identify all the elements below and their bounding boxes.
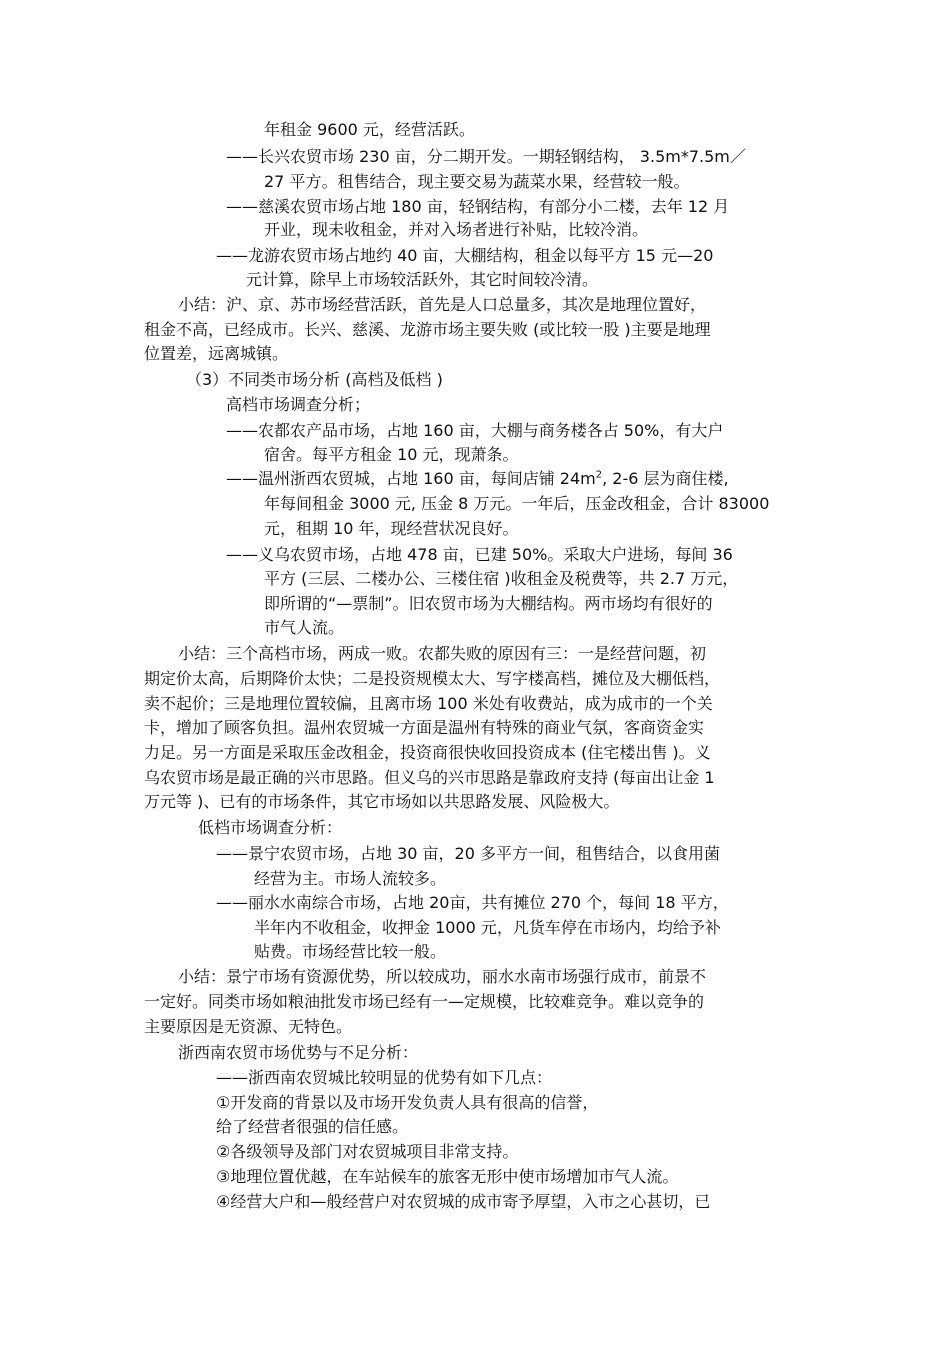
subsection-heading: 浙西南农贸市场优势与不足分析： [178,1043,419,1062]
subsection-heading: 低档市场调查分析： [198,818,343,837]
text-line: 位置差，远离城镇。 [144,344,289,363]
text-line: 万元等 )、已有的市场条件，其它市场如以共思路发展、风险极大。 [144,792,620,811]
text-line: ——义乌农贸市场，占地 478 亩，已建 50%。采取大户进场，每间 36 [226,545,733,564]
text-line: 小结：沪、京、苏市场经营活跃，首先是人口总量多，其次是地理位置好， [178,295,707,314]
superscript: 2 [595,469,603,481]
text-line: 即所谓的“—票制”。旧农贸市场为大棚结构。两市场均有很好的 [264,594,713,613]
text-segment: ——温州浙西农贸城，占地 160 亩，每间店铺 24m [226,469,596,488]
text-line: 元，租期 10 年，现经营状况良好。 [264,519,519,538]
text-line: 期定价太高，后期降价太快；二是投资规模太大、写字楼高档，摊位及大棚低档， [144,669,721,688]
text-line: 一定好。同类市场如粮油批发市场已经有一—定规模，比较难竞争。难以竞争的 [144,992,705,1011]
list-item: ①开发商的背景以及市场开发负责人具有很高的信誉， [216,1093,599,1112]
text-segment: , 2-6 层为商住楼, [602,469,729,488]
text-line: ——龙游农贸市场占地约 40 亩，大棚结构，租金以每平方 15 元—20 [216,246,714,265]
text-line: 乌农贸市场是最正确的兴市思路。但义乌的兴市思路是靠政府支持 (每亩出让金 1 [144,768,715,787]
list-item: 给了经营者很强的信任感。 [216,1117,409,1136]
subsection-heading: 高档市场调查分析； [226,395,371,414]
list-item: ④经营大户和—般经营户对农贸城的成市寄予厚望，入市之心甚切，已 [216,1192,711,1211]
text-line: ——景宁农贸市场，占地 30 亩，20 多平方一间，租售结合，以食用菌 [216,844,720,863]
text-line: 市气人流。 [264,618,345,637]
text-line: 年每间租金 3000 元, 压金 8 万元。一年后，压金改租金，合计 83000 [264,494,770,513]
text-line: 主要原因是无资源、无特色。 [144,1017,353,1036]
text-line: 开业，现未收租金，并对入场者进行补贴，比较冷消。 [264,220,649,239]
text-line: ——慈溪农贸市场占地 180 亩，轻钢结构，有部分小二楼，去年 12 月 [226,197,730,216]
text-line: 小结：三个高档市场，两成一败。农都失败的原因有三：一是经营问题，初 [178,644,707,663]
list-item: ②各级领导及部门对农贸城项目非常支持。 [216,1142,519,1161]
section-heading: （3）不同类市场分析 (高档及低档 ) [186,370,443,389]
text-line: 经营为主。市场人流较多。 [254,869,447,888]
text-line: 租金不高，已经成市。长兴、慈溪、龙游市场主要失败 (或比较一股 )主要是地理 [144,320,711,339]
text-line: 贴费。市场经营比较一般。 [254,942,447,961]
text-line: 平方 (三层、二楼办公、三楼住宿 )收租金及税费等，共 2.7 万元， [264,569,739,588]
text-line: 力足。另一方面是采取压金改租金，投资商很快收回投资成本 (住宅楼出售 )。义 [144,743,711,762]
text-line: ——长兴农贸市场 230 亩，分二期开发。一期轻钢结构， 3.5m*7.5m／ [226,147,746,166]
text-line: ——丽水水南综合市场，占地 20亩，共有摊位 270 个，每间 18 平方， [216,893,729,912]
text-line: 小结：景宁市场有资源优势，所以较成功，丽水水南市场强行成市，前景不 [178,967,707,986]
text-line: ——农都农产品市场，占地 160 亩，大棚与商务楼各占 50%，有大户 [226,421,724,440]
text-line: 半年内不收租金，收押金 1000 元，凡货车停在市场内，均给予补 [254,918,721,937]
text-line [226,469,729,489]
text-line: 宿舍。每平方租金 10 元，现萧条。 [264,445,519,464]
text-line: ——浙西南农贸城比较明显的优势有如下几点： [216,1068,553,1087]
text-line: 卖不起价；三是地理位置较偏，且离市场 100 米处有收费站，成为成市的一个关 [144,694,713,713]
text-line: 年租金 9600 元，经营活跃。 [264,120,475,139]
list-item: ③地理位置优越，在车站候车的旅客无形中使市场增加市气人流。 [216,1167,679,1186]
text-line: 元计算，除早上市场较活跃外，其它时间较冷清。 [246,270,599,289]
text-line: 27 平方。租售结合，现主要交易为蔬菜水果，经营较一般。 [264,172,690,191]
text-line: 卡，增加了顾客负担。温州农贸城一方面是温州有特殊的商业气氛，客商资金实 [144,718,705,737]
